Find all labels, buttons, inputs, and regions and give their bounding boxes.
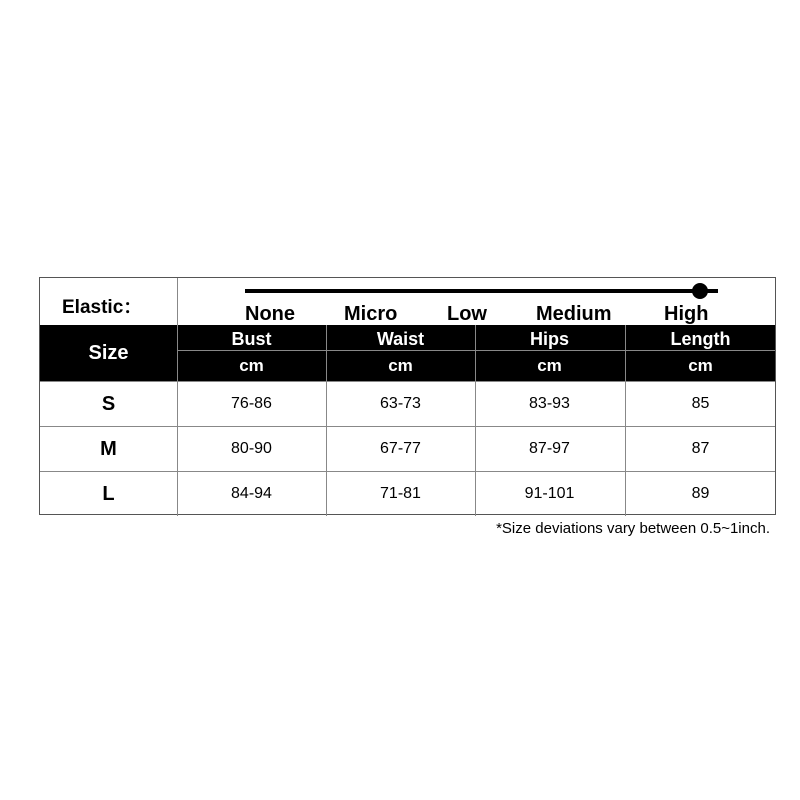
elastic-level-low: Low <box>447 303 487 325</box>
column-name: Hips <box>529 329 569 349</box>
cell-bust: 76-86 <box>177 382 325 426</box>
elastic-level-medium: Medium <box>536 303 612 325</box>
elastic-level-high: High <box>664 303 709 325</box>
column-unit: cm <box>537 356 562 375</box>
column-name: Bust <box>231 329 272 349</box>
column-unit: cm <box>239 356 264 375</box>
elastic-level-none: None <box>245 303 295 325</box>
column-header-waist <box>326 325 474 381</box>
table-row-m <box>40 426 775 471</box>
cell-waist: 71-81 <box>326 472 474 516</box>
size-label: S <box>101 392 116 415</box>
cell-hips: 87-97 <box>475 427 623 471</box>
cell-length: 87 <box>625 427 775 471</box>
cell-waist: 63-73 <box>326 382 474 426</box>
size-label: M <box>100 437 117 460</box>
elastic-scale-bar <box>245 289 718 293</box>
cell-bust: 84-94 <box>177 472 325 516</box>
column-header-bust <box>177 325 325 381</box>
size-chart <box>39 277 776 515</box>
table-header <box>40 325 775 381</box>
elastic-label: Elastic： <box>62 297 143 318</box>
elastic-divider <box>177 278 178 325</box>
elastic-indicator-dot <box>692 283 708 299</box>
size-label: L <box>102 482 115 505</box>
cell-hips: 83-93 <box>475 382 623 426</box>
cell-bust: 80-90 <box>177 427 325 471</box>
size-column-header: Size <box>88 341 129 364</box>
size-deviation-note: *Size deviations vary between 0.5~1inch. <box>496 520 770 537</box>
elastic-level-micro: Micro <box>344 303 398 325</box>
column-header-length <box>625 325 775 381</box>
column-name: Waist <box>376 329 425 349</box>
table-row-l <box>40 471 775 516</box>
table-row-s <box>40 381 775 426</box>
cell-waist: 67-77 <box>326 427 474 471</box>
elastic-row <box>40 278 775 325</box>
cell-hips: 91-101 <box>475 472 623 516</box>
column-unit: cm <box>688 356 713 375</box>
cell-length: 85 <box>625 382 775 426</box>
column-unit: cm <box>388 356 413 375</box>
column-name: Length <box>670 329 731 349</box>
column-header-hips <box>475 325 623 381</box>
cell-length: 89 <box>625 472 775 516</box>
